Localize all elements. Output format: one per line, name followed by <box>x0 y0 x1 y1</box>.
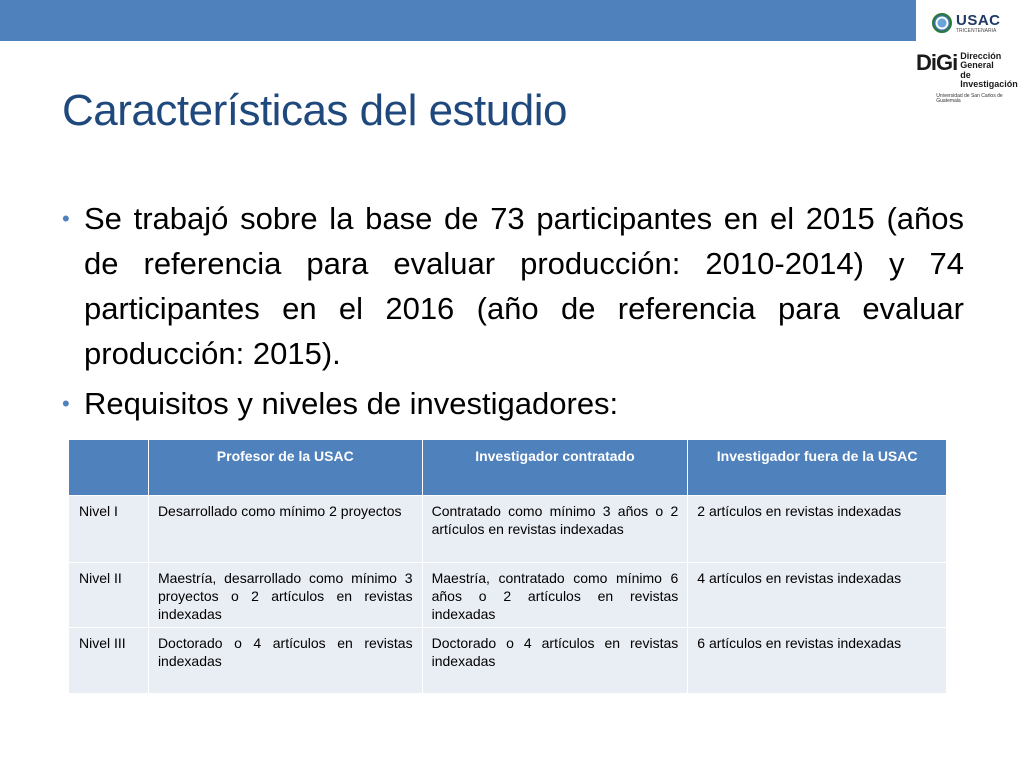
level-cell: Nivel II <box>69 563 149 628</box>
page-title: Características del estudio <box>62 86 567 135</box>
usac-seal-icon <box>932 13 952 33</box>
table-cell: 2 artículos en revistas indexadas <box>688 496 947 563</box>
usac-logo-subtitle: TRICENTENARIA <box>956 27 997 34</box>
header-bar <box>0 0 916 41</box>
dgi-logo-line3: Universidad de San Carlos de Guatemala <box>936 92 1003 104</box>
dgi-logo <box>916 50 1022 104</box>
table-cell: Doctorado o 4 artículos en revistas indexadas <box>422 628 688 694</box>
table-row <box>69 496 947 563</box>
table-header-cell: Profesor de la USAC <box>148 440 422 496</box>
dgi-logo-line2: de Investigación <box>960 69 1018 90</box>
usac-logo <box>932 8 1012 38</box>
table-cell: Doctorado o 4 artículos en revistas indexadas <box>148 628 422 694</box>
table-header-row <box>69 440 947 496</box>
level-cell: Nivel III <box>69 628 149 694</box>
bullet-icon: • <box>62 391 70 416</box>
dgi-mark-icon: DiGi <box>916 50 958 75</box>
table-cell: Desarrollado como mínimo 2 proyectos <box>148 496 422 563</box>
table-cell: Maestría, desarrollado como mínimo 3 proyectos o 2 artículos en revistas indexadas <box>148 563 422 628</box>
level-cell: Nivel I <box>69 496 149 563</box>
bullet-text: Requisitos y niveles de investigadores: <box>84 386 619 421</box>
table-cell: 4 artículos en revistas indexadas <box>688 563 947 628</box>
table-cell: 6 artículos en revistas indexadas <box>688 628 947 694</box>
table-header-cell: Investigador contratado <box>422 440 688 496</box>
table-header-cell <box>69 440 149 496</box>
table-header-cell: Investigador fuera de la USAC <box>688 440 947 496</box>
bullet-icon: • <box>62 206 70 231</box>
usac-logo-name: USAC <box>956 11 1001 29</box>
bullet-text: Se trabajó sobre la base de 73 participantes en el 2015 (años de referencia para evaluar producción: 2010-2014) y 74 participantes en el 2016 (año de referencia para evaluar producción: 2015). <box>84 201 964 371</box>
table-row <box>69 628 947 694</box>
bullet-item <box>62 196 964 376</box>
table-row <box>69 563 947 628</box>
dgi-logo-line1: Dirección General <box>960 51 1002 71</box>
table-cell: Contratado como mínimo 3 años o 2 artículos en revistas indexadas <box>422 496 688 563</box>
bullet-item <box>62 381 964 426</box>
requirements-table <box>68 439 947 694</box>
table-cell: Maestría, contratado como mínimo 6 años o 2 artículos en revistas indexadas <box>422 563 688 628</box>
bullet-list <box>62 196 964 426</box>
